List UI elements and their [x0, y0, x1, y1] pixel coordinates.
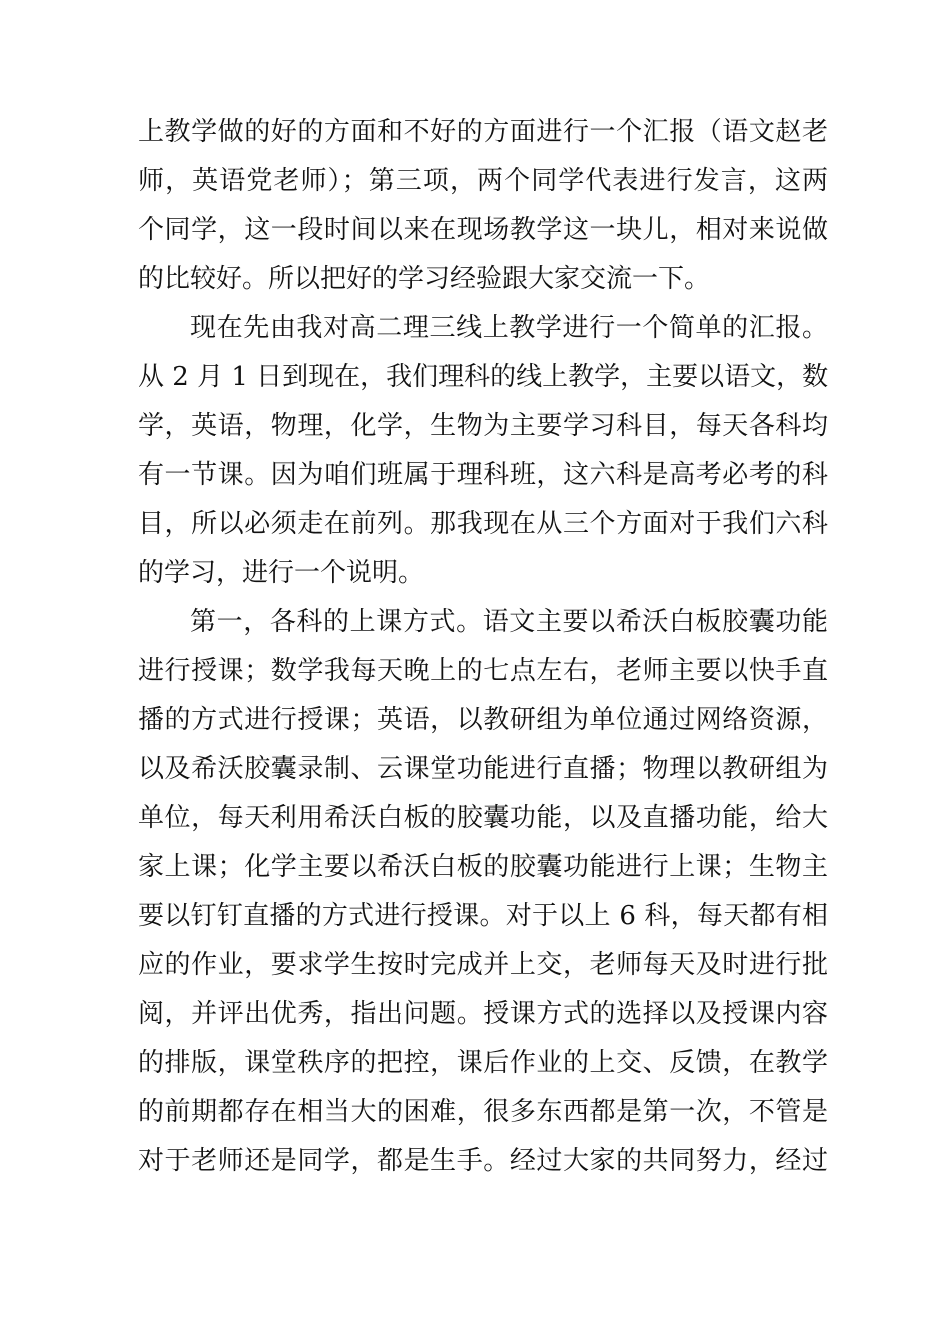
paragraph-3-line-5: 单位，每天利用希沃白板的胶囊功能，以及直播功能，给大 — [138, 803, 828, 833]
paragraph-3-line-3: 播的方式进行授课；英语，以教研组为单位通过网络资源， — [138, 705, 828, 735]
paragraph-3-line-6: 家上课；化学主要以希沃白板的胶囊功能进行上课；生物主 — [138, 852, 828, 882]
paragraph-3-line-11: 的前期都存在相当大的困难，很多东西都是第一次，不管是 — [138, 1097, 828, 1127]
paragraph-1-line-4: 的比较好。所以把好的学习经验跟大家交流一下。 — [138, 264, 711, 294]
paragraph-1-line-1: 上教学做的好的方面和不好的方面进行一个汇报（语文赵老 — [138, 117, 828, 147]
paragraph-1-line-2: 师，英语党老师）；第三项，两个同学代表进行发言，这两 — [138, 166, 828, 196]
paragraph-3-line-7: 要以钉钉直播的方式进行授课。对于以上 6 科，每天都有相 — [138, 901, 828, 931]
paragraph-3-line-1: 第一，各科的上课方式。语文主要以希沃白板胶囊功能 — [190, 607, 828, 637]
paragraph-1-line-3: 个同学，这一段时间以来在现场教学这一块儿，相对来说做 — [138, 215, 828, 245]
document-body — [138, 108, 828, 1186]
paragraph-3-line-9: 阅，并评出优秀，指出问题。授课方式的选择以及授课内容 — [138, 999, 828, 1029]
paragraph-2-line-6: 的学习，进行一个说明。 — [138, 558, 425, 588]
paragraph-3-line-4: 以及希沃胶囊录制、云课堂功能进行直播；物理以教研组为 — [138, 754, 828, 784]
paragraph-2-line-3: 学，英语，物理，化学，生物为主要学习科目，每天各科均 — [138, 411, 828, 441]
paragraph-3-line-10: 的排版，课堂秩序的把控，课后作业的上交、反馈，在教学 — [138, 1048, 828, 1078]
paragraph-3-line-12: 对于老师还是同学，都是生手。经过大家的共同努力，经过 — [138, 1146, 828, 1176]
paragraph-3-line-2: 进行授课；数学我每天晚上的七点左右，老师主要以快手直 — [138, 656, 828, 686]
paragraph-2-line-1: 现在先由我对高二理三线上教学进行一个简单的汇报。 — [190, 313, 828, 343]
paragraph-2-line-4: 有一节课。因为咱们班属于理科班，这六科是高考必考的科 — [138, 460, 828, 490]
paragraph-3-line-8: 应的作业，要求学生按时完成并上交，老师每天及时进行批 — [138, 950, 828, 980]
paragraph-2-line-5: 目，所以必须走在前列。那我现在从三个方面对于我们六科 — [138, 509, 828, 539]
paragraph-2-line-2: 从 2 月 1 日到现在，我们理科的线上教学，主要以语文，数 — [138, 362, 828, 392]
